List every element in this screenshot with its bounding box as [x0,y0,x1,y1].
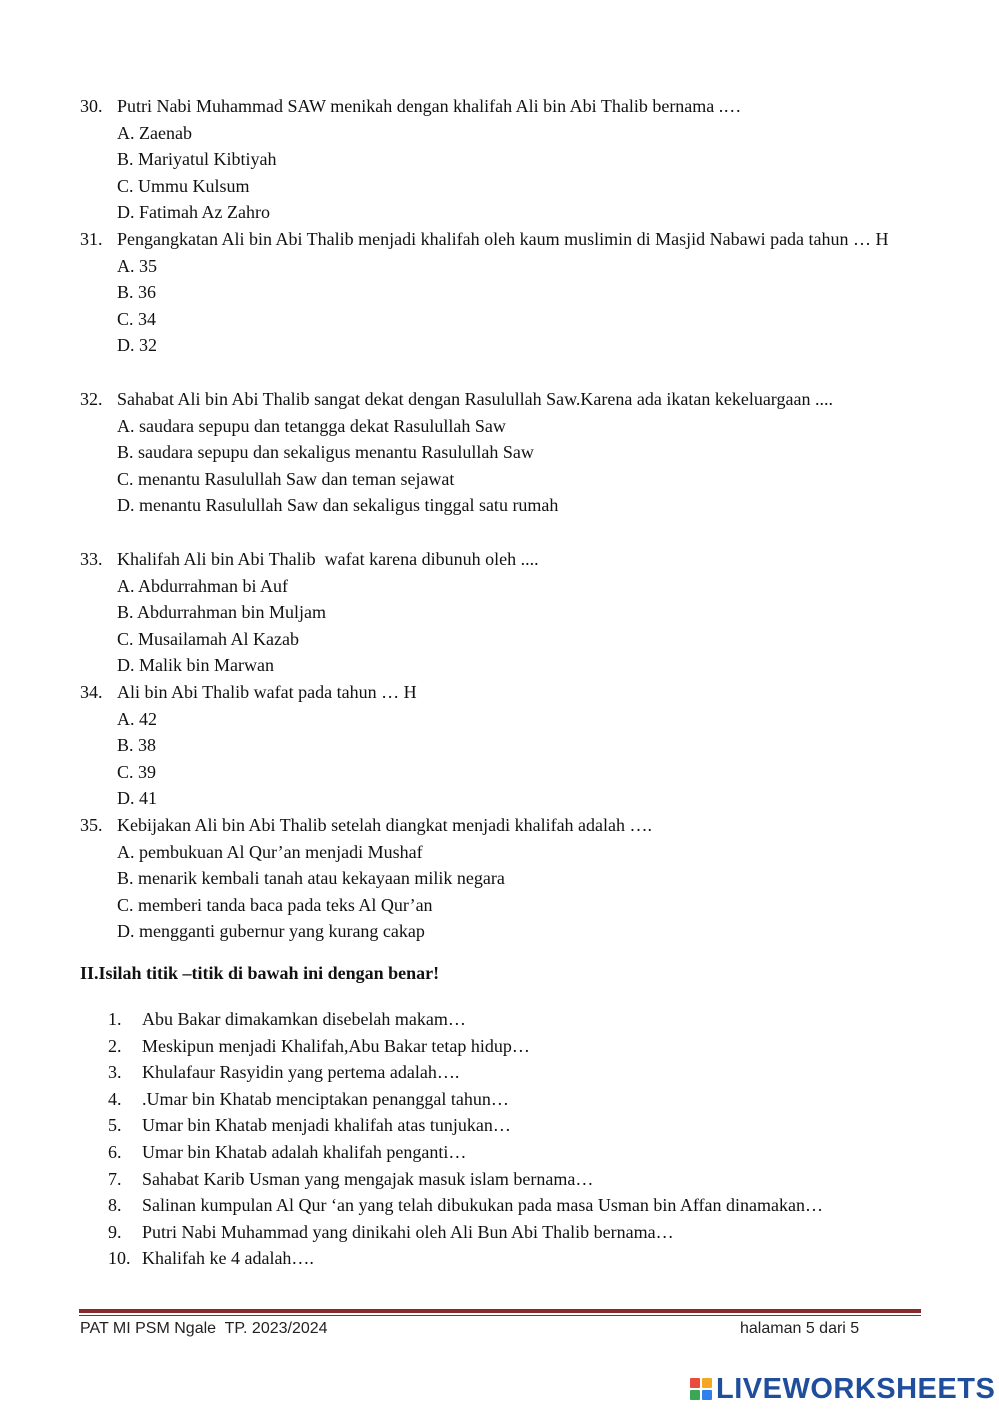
footer-title: PAT MI PSM Ngale TP. 2023/2024 [80,1320,328,1337]
option-d: D. Malik bin Marwan [117,655,274,676]
logo-square [690,1390,700,1400]
option-b: B. 38 [117,735,157,756]
section-title: II.Isilah titik –titik di bawah ini dengan benar! [80,963,440,983]
option-c: C. memberi tanda baca pada teks Al Qur’an [117,894,433,915]
item-text: Sahabat Karib Usman yang mengajak masuk islam bernama… [142,1168,594,1189]
question-text: Khalifah Ali bin Abi Thalib wafat karena dibunuh oleh .... [117,549,539,569]
item-text: .Umar bin Khatab menciptakan penanggal tahun… [142,1088,509,1109]
item-text: Umar bin Khatab adalah khalifah penganti… [142,1141,467,1162]
question-31 [80,226,920,359]
item-text: Salinan kumpulan Al Qur ‘an yang telah dibukukan pada masa Usman bin Affan dinamakan… [142,1195,824,1216]
option-b: B. 36 [117,282,157,303]
question-32 [80,386,920,519]
fill-in-list [108,1006,823,1272]
option-d: D. Fatimah Az Zahro [117,202,270,223]
option-a: A. Abdurrahman bi Auf [117,575,288,596]
question-number: 35. [80,815,103,835]
item-text: Putri Nabi Muhammad yang dinikahi oleh Ali Bun Abi Thalib bernama… [142,1221,674,1242]
list-item: 1. Abu Bakar dimakamkan disebelah makam… [108,1009,466,1029]
option-b: B. Abdurrahman bin Muljam [117,602,326,623]
item-text: Umar bin Khatab menjadi khalifah atas tunjukan… [142,1115,511,1136]
option-d: D. 32 [117,335,157,356]
question-number: 32. [80,389,103,409]
question-text: Kebijakan Ali bin Abi Thalib setelah diangkat menjadi khalifah adalah …. [117,815,653,835]
option-d: D. menantu Rasulullah Saw dan sekaligus tinggal satu rumah [117,495,559,516]
option-c: C. Ummu Kulsum [117,175,250,196]
option-list [117,573,920,679]
list-item: 9. Putri Nabi Muhammad yang dinikahi oleh Ali Bun Abi Thalib bernama… [108,1221,674,1242]
option-list [117,839,920,945]
question-30 [80,93,920,226]
footer-divider-thin [79,1315,921,1316]
question-number: 30. [80,96,103,116]
question-text: Putri Nabi Muhammad SAW menikah dengan khalifah Ali bin Abi Thalib bernama .… [117,96,742,116]
option-list [117,253,920,359]
logo-square [690,1378,700,1388]
option-b: B. Mariyatul Kibtiyah [117,149,277,170]
option-b: B. saudara sepupu dan sekaligus menantu Rasulullah Saw [117,442,534,463]
option-c: C. 39 [117,761,157,782]
option-list [117,706,920,812]
logo-square [702,1378,712,1388]
question-35 [80,812,920,945]
option-c: C. Musailamah Al Kazab [117,628,299,649]
item-text: Khulafaur Rasyidin yang pertema adalah…. [142,1062,460,1083]
option-c: C. menantu Rasulullah Saw dan teman sejawat [117,468,455,489]
question-number: 31. [80,229,103,249]
option-list [117,413,920,519]
footer-divider [79,1309,921,1313]
question-number: 34. [80,682,103,702]
logo-square [702,1390,712,1400]
liveworksheets-logo [690,1372,995,1406]
question-text: Sahabat Ali bin Abi Thalib sangat dekat dengan Rasulullah Saw.Karena ada ikatan kekeluargaan .... [117,389,833,409]
list-item: 8. Salinan kumpulan Al Qur ‘an yang telah dibukukan pada masa Usman bin Affan dinamakan… [108,1195,824,1216]
question-number: 33. [80,549,103,569]
question-text: Pengangkatan Ali bin Abi Thalib menjadi khalifah oleh kaum muslimin di Masjid Nabawi pada tahun … H [117,229,889,249]
option-c: C. 34 [117,308,157,329]
question-33 [80,546,920,679]
question-text: Ali bin Abi Thalib wafat pada tahun … H [117,682,417,702]
item-text: Meskipun menjadi Khalifah,Abu Bakar tetap hidup… [142,1035,530,1056]
list-item: 5. Umar bin Khatab menjadi khalifah atas tunjukan… [108,1115,511,1136]
option-a: A. 42 [117,708,157,729]
option-a: A. 35 [117,255,157,276]
list-item: 4. .Umar bin Khatab menciptakan penanggal tahun… [108,1088,509,1109]
item-text: Abu Bakar dimakamkan disebelah makam… [142,1009,466,1029]
liveworksheets-icon [690,1378,712,1400]
option-d: D. mengganti gubernur yang kurang cakap [117,921,425,942]
question-34 [80,679,920,812]
item-text: Khalifah ke 4 adalah…. [142,1248,314,1269]
option-a: A. saudara sepupu dan tetangga dekat Rasulullah Saw [117,415,506,436]
option-list [117,120,920,226]
logo-text: LIVEWORKSHEETS [716,1372,996,1405]
option-b: B. menarik kembali tanah atau kekayaan milik negara [117,868,505,889]
page-number: halaman 5 dari 5 [740,1320,860,1337]
list-item: 3. Khulafaur Rasyidin yang pertema adalah…. [108,1062,460,1083]
list-item: 6. Umar bin Khatab adalah khalifah penganti… [108,1141,467,1162]
option-a: A. Zaenab [117,122,192,143]
option-a: A. pembukuan Al Qur’an menjadi Mushaf [117,841,423,862]
option-d: D. 41 [117,788,157,809]
list-item: 7. Sahabat Karib Usman yang mengajak masuk islam bernama… [108,1168,594,1189]
list-item: 10. Khalifah ke 4 adalah…. [108,1248,314,1269]
list-item: 2. Meskipun menjadi Khalifah,Abu Bakar tetap hidup… [108,1035,530,1056]
